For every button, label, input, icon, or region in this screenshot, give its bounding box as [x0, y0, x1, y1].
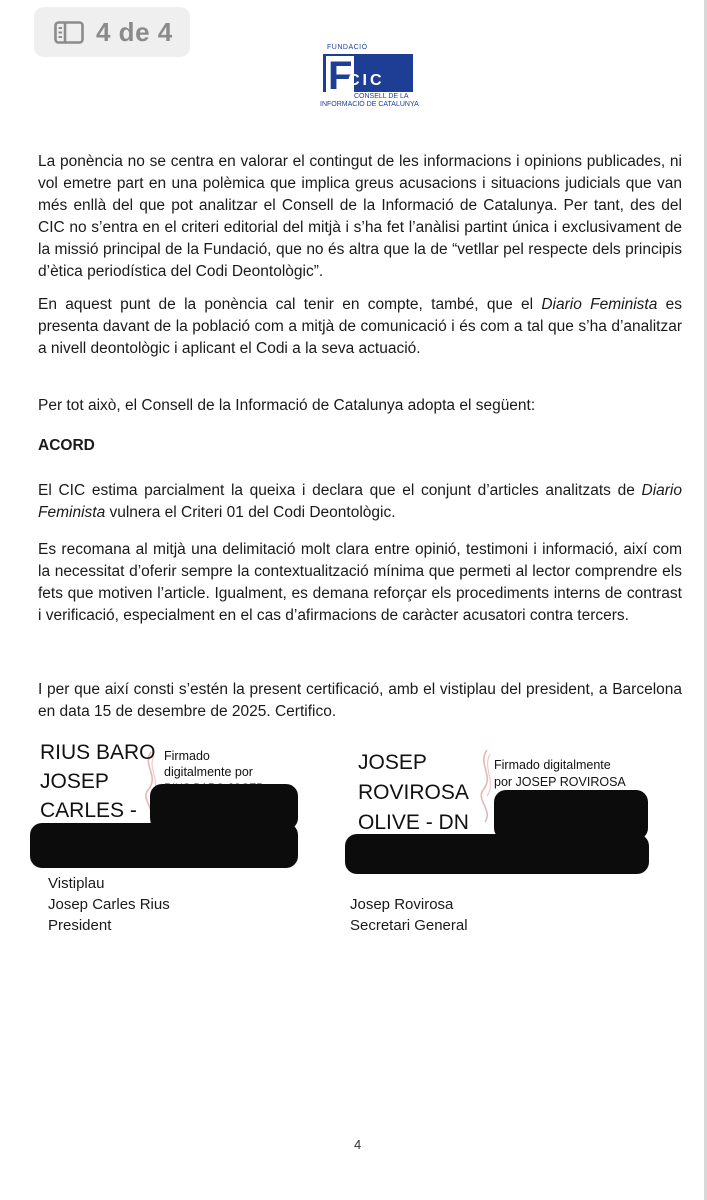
p4-text-a: El CIC estima parcialment la queixa i declara que el conjunt d’articles analitzats de — [38, 482, 642, 499]
signature-left-name-3: CARLES - — [40, 799, 137, 822]
p2-text-b: es presenta davant de la població com a mitjà de comunicació i és com a tal que s’ha d’analitzar a nivell deontològic i aplicant el Codi a la seva actuació. — [38, 296, 682, 357]
p4-text-b: vulnera el Criteri 01 del Codi Deontològic. — [105, 504, 396, 521]
paragraph-estima — [38, 480, 682, 524]
signature-right-name-3: OLIVE - DN — [358, 811, 469, 834]
signature-right-note-1: Firmado digitalmente — [494, 758, 611, 772]
paragraph-adopta: Per tot això, el Consell de la Informació de Catalunya adopta el següent: — [38, 397, 536, 414]
p4-italic: Diario Feminista — [38, 482, 682, 521]
p2-italic: Diario Feminista — [541, 296, 658, 313]
paragraph-ponencia: La ponència no se centra en valorar el contingut de les informacions i opinions publicades, ni vol emetre part en una polèmica que implica greus acusacions i situacions judicials que van més enllà del que pot analitzar el Consell de la Informació de Catalunya. Per tant, des del CIC no s’entra en el criteri editorial del mitjà i s’ha fet l’anàlisi partint única i exclusivament de la missió principal de la Fundació, que no és altra que la de “vetllar pel respecte dels principis d’ètica periodística del Codi Deontològic”. — [38, 153, 682, 280]
signature-left-name-1: RIUS BARO — [40, 741, 156, 764]
signature-left-name-2: JOSEP — [40, 770, 109, 793]
signature-left-note-1: Firmado — [164, 749, 210, 763]
signature-right-name-2: ROVIROSA — [358, 781, 469, 804]
caption-right-title: Secretari General — [350, 917, 468, 934]
sidebar-icon — [54, 21, 84, 44]
page-indicator-label: 4 de 4 — [96, 16, 173, 47]
logo-foundation-text: FUNDACIÓ — [327, 44, 368, 51]
caption-left-name: Josep Carles Rius — [48, 896, 170, 913]
signature-right-note-2: por JOSEP ROVIROSA — [494, 775, 626, 789]
redaction-right-2 — [345, 834, 649, 874]
heading-acord: ACORD — [38, 437, 95, 454]
signature-right-name-1: JOSEP — [358, 751, 427, 774]
paragraph-recomana: Es recomana al mitjà una delimitació molt clara entre opinió, testimoni i informació, així com la necessitat d’oferir sempre la contextualització mínima que permeti al lector comprendre els fets que motiven l’article. Igualment, es demana reforçar els procediments interns de contrast i verificació, especialment en el cas d’afirmacions de caràcter acusatori contra tercers. — [38, 541, 682, 624]
page-number: 4 — [354, 1137, 362, 1152]
p2-text-a: En aquest punt de la ponència cal tenir en compte, també, que el — [38, 296, 542, 313]
logo-letter: F — [328, 54, 353, 98]
paragraph-diario-feminista — [38, 294, 682, 360]
logo-line1: CONSELL DE LA — [354, 93, 409, 100]
redaction-right-1 — [494, 790, 648, 840]
caption-right-name: Josep Rovirosa — [350, 896, 454, 913]
logo-acronym: CIC — [348, 72, 385, 89]
caption-left-role: Vistiplau — [48, 875, 105, 892]
fcic-logo — [312, 44, 419, 112]
paragraph-certificacio: I per que així consti s’estén la present certificació, amb el vistiplau del president, a Barcelona en data 15 de desembre de 2025. Certifico. — [38, 681, 682, 720]
logo-line2: INFORMACIÓ DE CATALUNYA — [320, 101, 419, 108]
caption-left-title: President — [48, 917, 112, 934]
redaction-left-2 — [30, 823, 298, 868]
page-indicator-button[interactable] — [34, 7, 190, 57]
signature-left-note-2: digitalmente por — [164, 765, 253, 779]
